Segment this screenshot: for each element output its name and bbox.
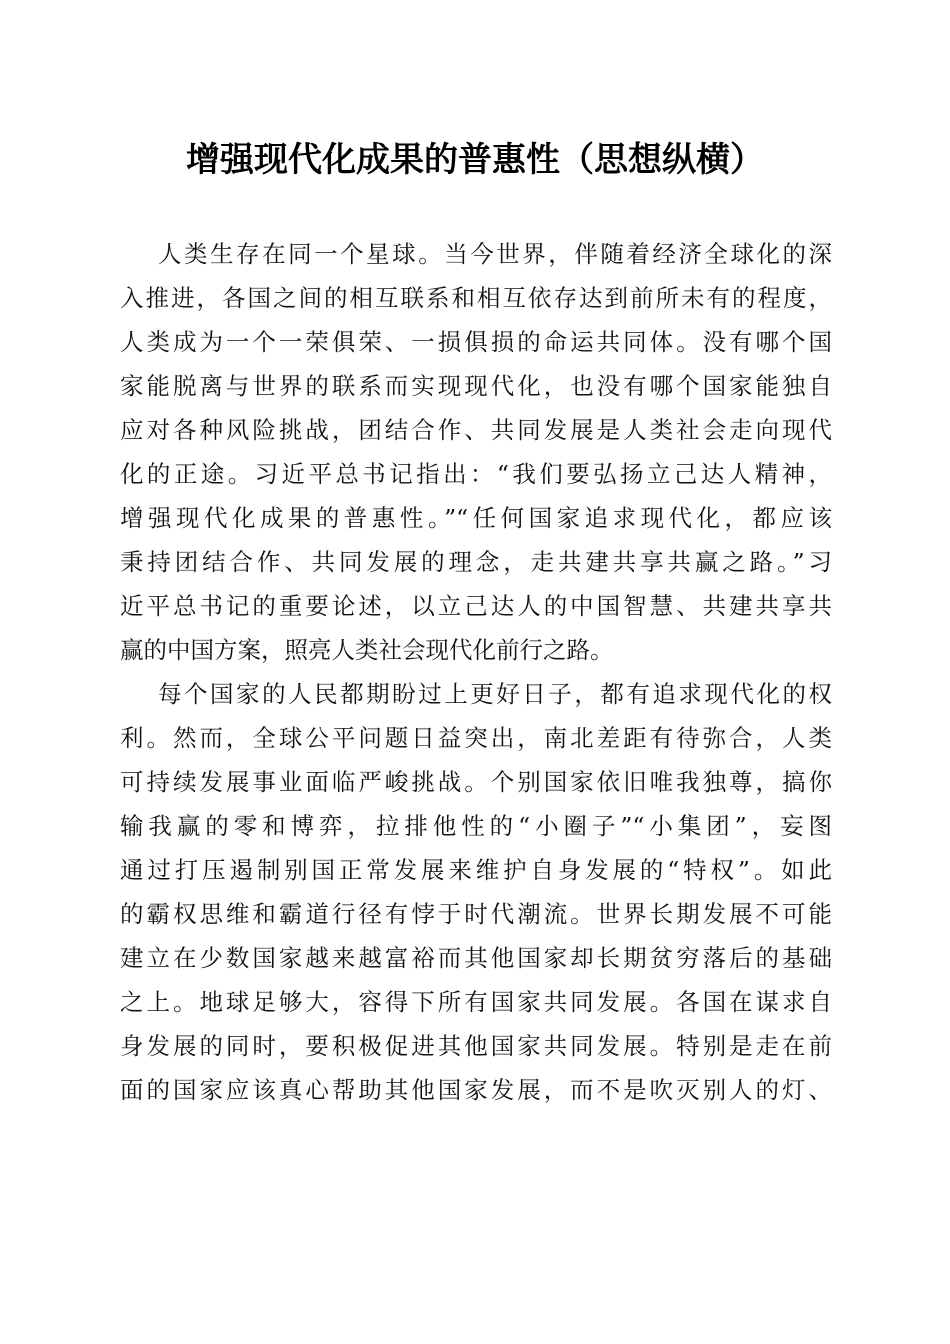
text-line: 赢的中国方案，照亮人类社会现代化前行之路。 [120,636,614,664]
text-line: 身发展的同时，要积极促进其他国家共同发展。特别是走在前 [120,1032,832,1060]
text-line: 增强现代化成果的普惠性。”“任何国家追求现代化，都应该 [120,504,832,532]
text-line: 人类生存在同一个星球。当今世界，伴随着经济全球化的深 [158,240,832,268]
text-line: 之上。地球足够大，容得下所有国家共同发展。各国在谋求自 [120,988,832,1016]
text-line: 建立在少数国家越来越富裕而其他国家却长期贫穷落后的基础 [120,944,832,972]
text-line: 近平总书记的重要论述，以立己达人的中国智慧、共建共享共 [120,592,832,620]
text-line: 家能脱离与世界的联系而实现现代化，也没有哪个国家能独自 [120,372,832,400]
text-line: 入推进，各国之间的相互联系和相互依存达到前所未有的程度， [120,284,832,312]
article-body [120,232,832,1112]
text-line: 通过打压遏制别国正常发展来维护自身发展的“特权”。如此 [120,856,832,884]
text-line: 输我赢的零和博弈，拉排他性的“小圈子”“小集团”，妄图 [120,812,832,840]
text-line: 可持续发展事业面临严峻挑战。个别国家依旧唯我独尊，搞你 [120,768,832,796]
text-line: 人类成为一个一荣俱荣、一损俱损的命运共同体。没有哪个国 [120,328,832,356]
text-line: 面的国家应该真心帮助其他国家发展，而不是吹灭别人的灯、 [120,1076,832,1104]
text-line: 的霸权思维和霸道行径有悖于时代潮流。世界长期发展不可能 [120,900,832,928]
paragraph-2 [120,672,832,1112]
paragraph-1 [120,232,832,672]
text-line: 利。然而，全球公平问题日益突出，南北差距有待弥合，人类 [120,724,832,752]
text-line: 应对各种风险挑战，团结合作、共同发展是人类社会走向现代 [120,416,832,444]
article-title: 增强现代化成果的普惠性（思想纵横） [186,140,764,180]
text-line: 每个国家的人民都期盼过上更好日子，都有追求现代化的权 [158,680,832,708]
text-line: 秉持团结合作、共同发展的理念，走共建共享共赢之路。”习 [120,548,832,576]
text-line: 化的正途。习近平总书记指出：“我们要弘扬立己达人精神， [120,460,832,488]
